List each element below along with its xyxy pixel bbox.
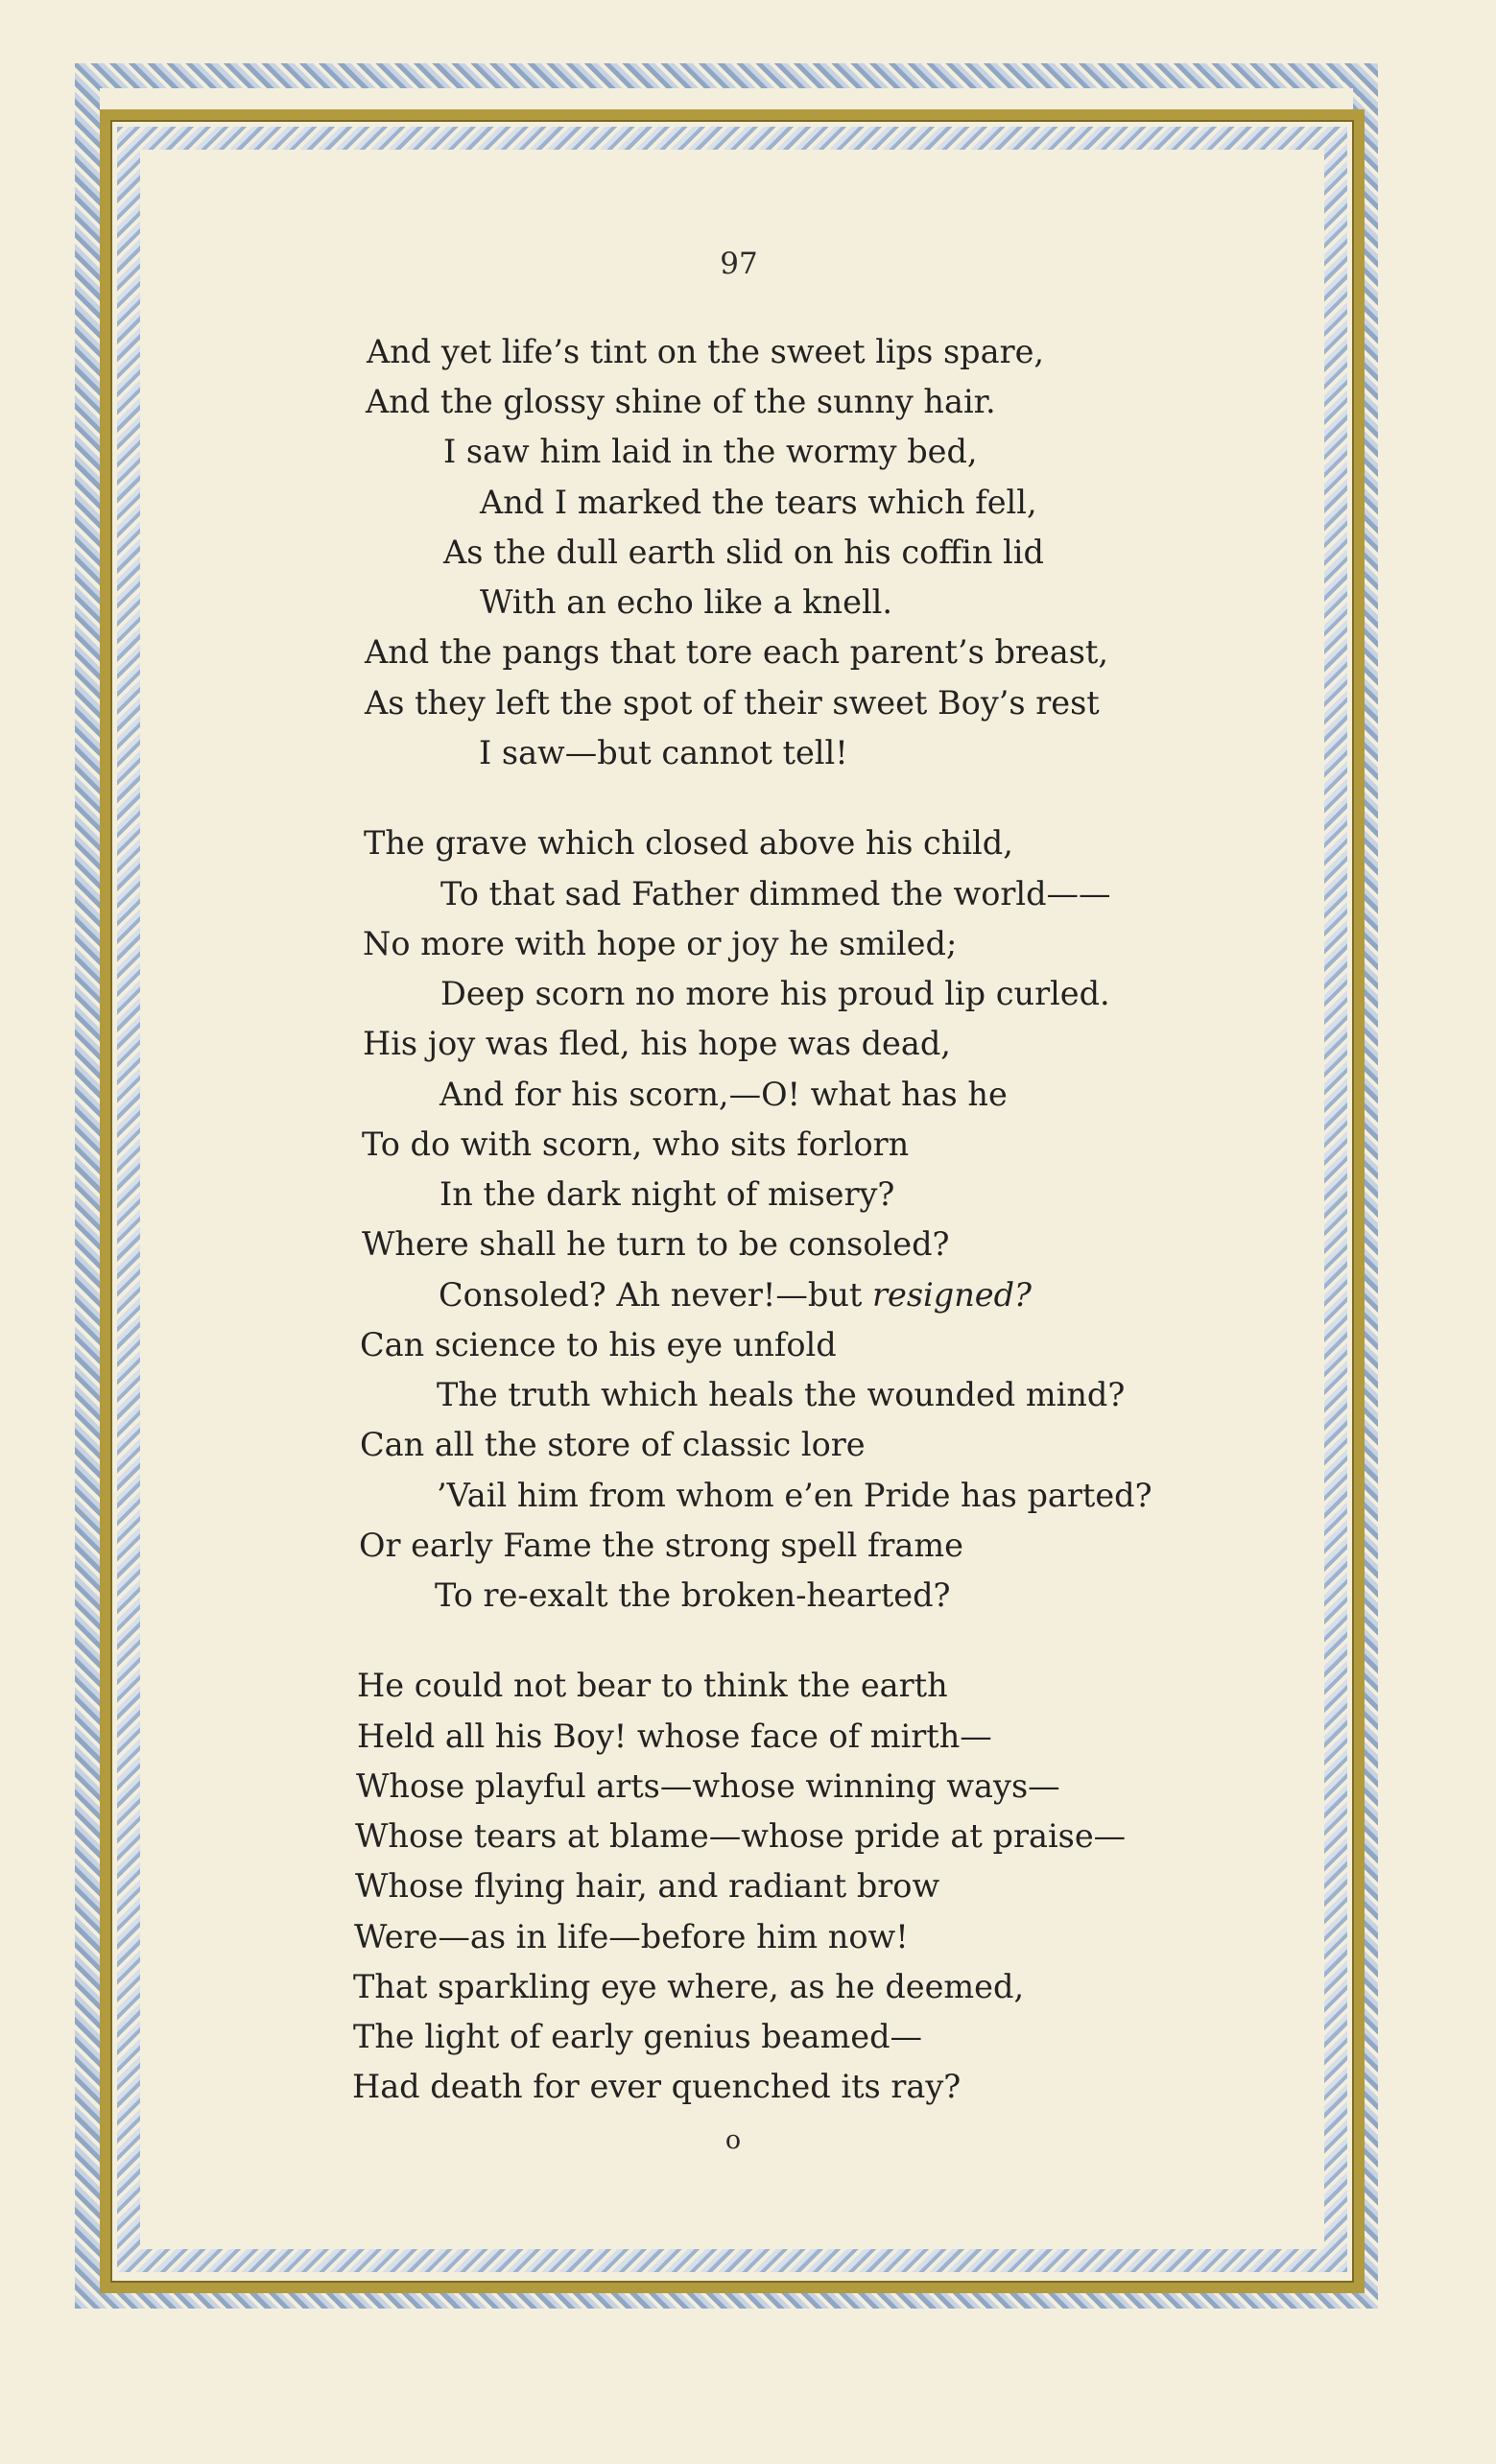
poem-line: No more with hope or joy he smiled; <box>363 925 958 962</box>
poem-line: As the dull earth slid on his coffin lid <box>443 533 1044 571</box>
poem-line: Or early Fame the strong spell frame <box>359 1527 963 1564</box>
poem-line: The grave which closed above his child, <box>364 824 1013 862</box>
page-number: 97 <box>720 247 758 281</box>
poem-line: Held all his Boy! whose face of mirth— <box>357 1718 992 1755</box>
poem-line-text: Consoled? Ah never!—but <box>439 1276 863 1314</box>
poem-line: His joy was fled, his hope was dead, <box>363 1025 951 1062</box>
poem-line: Where shall he turn to be consoled? <box>362 1225 950 1263</box>
poem-line: And I marked the tears which fell, <box>480 484 1037 521</box>
poem-line: That sparkling eye where, as he deemed, <box>353 1968 1025 2005</box>
poem-line: To re-exalt the broken-hearted? <box>435 1576 951 1614</box>
poem-line: Whose playful arts—whose winning ways— <box>356 1767 1060 1805</box>
poem-line: The light of early genius beamed— <box>353 2018 923 2055</box>
poem-line: To do with scorn, who sits forlorn <box>362 1125 910 1163</box>
poem-line: Whose tears at blame—whose pride at praise— <box>355 1817 1127 1855</box>
poem-line: Deep scorn no more his proud lip curled. <box>440 975 1110 1012</box>
poem-line: With an echo like a knell. <box>480 583 893 621</box>
poem-line: ’Vail him from whom e’en Pride has parted? <box>437 1477 1152 1514</box>
poem-line: In the dark night of misery? <box>439 1175 895 1213</box>
poem-line: He could not bear to think the earth <box>357 1667 948 1704</box>
poem-line: Were—as in life—before him now! <box>354 1918 909 1955</box>
poem-line: Whose flying hair, and radiant brow <box>355 1867 940 1905</box>
poem-line: Can all the store of classic lore <box>360 1426 866 1463</box>
poem-line: To that sad Father dimmed the world—— <box>440 875 1111 912</box>
poem-line: I saw him laid in the wormy bed, <box>443 433 978 470</box>
poem-line: Had death for ever quenched its ray? <box>352 2068 962 2105</box>
poem-line <box>439 1274 1032 1316</box>
poem-line: Can science to his eye unfold <box>360 1326 837 1363</box>
poem-line: I saw—but cannot tell! <box>479 734 848 771</box>
poem-line: And the glossy shine of the sunny hair. <box>366 383 996 420</box>
poem-line: And for his scorn,—O! what has he <box>439 1076 1008 1113</box>
poem-line-italic: resigned? <box>872 1276 1033 1314</box>
poem-line: And the pangs that tore each parent’s breast, <box>365 633 1109 671</box>
signature-mark: o <box>724 2125 742 2155</box>
poem-line: As they left the spot of their sweet Boy’s rest <box>365 684 1100 722</box>
poem-line: And yet life’s tint on the sweet lips spare, <box>367 333 1045 370</box>
poem-line: The truth which heals the wounded mind? <box>437 1376 1126 1413</box>
